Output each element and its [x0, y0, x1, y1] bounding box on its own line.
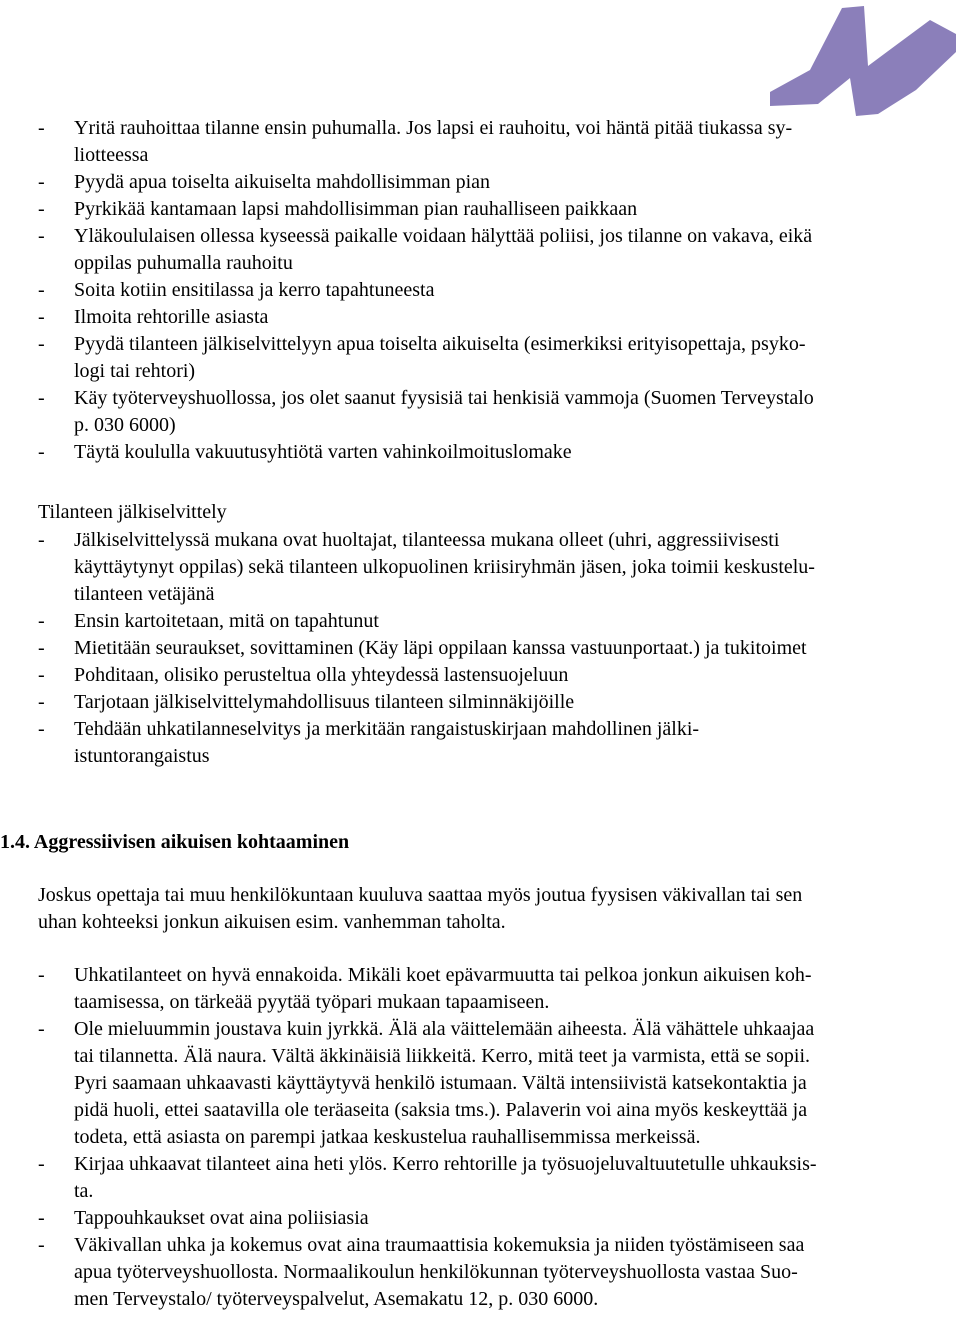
bullet-dash: -	[38, 529, 45, 551]
list-item-text: Pyydä tilanteen jälkiselvittelyyn apua toiselta aikuiselta (esimerkiksi erityisopettaja, psyko-	[74, 333, 806, 355]
bullet-dash: -	[38, 198, 45, 220]
list-item-text: Täytä koululla vakuutusyhtiötä varten vahinkoilmoituslomake	[74, 441, 572, 463]
bullet-dash: -	[38, 306, 45, 328]
list-item-text: Tehdään uhkatilanneselvitys ja merkitään rangaistuskirjaan mahdollinen jälki-	[74, 718, 700, 740]
list-item-text: Yritä rauhoittaa tilanne ensin puhumalla. Jos lapsi ei rauhoitu, voi häntä pitää tiukassa sy-	[74, 117, 793, 139]
list-item-text: Pyrkikää kantamaan lapsi mahdollisimman pian rauhalliseen paikkaan	[74, 198, 638, 220]
list-item-text: Pyydä apua toiselta aikuiselta mahdollisimman pian	[74, 171, 491, 193]
bullet-dash: -	[38, 637, 45, 659]
intro-line: uhan kohteeksi jonkun aikuisen esim. vanhemman taholta.	[38, 911, 506, 933]
bullet-dash: -	[38, 333, 45, 355]
list-item-text: Yläkoululaisen ollessa kyseessä paikalle voidaan hälyttää poliisi, jos tilanne on vakava, eikä	[74, 225, 813, 247]
bullet-dash: -	[38, 664, 45, 686]
list-item-text: Väkivallan uhka ja kokemus ovat aina traumaattisia kokemuksia ja niiden työstämiseen saa	[74, 1234, 805, 1256]
bullet-dash: -	[38, 279, 45, 301]
list-item-text: ta.	[74, 1180, 94, 1202]
list-item-text: taamisessa, on tärkeää pyytää työpari mukaan tapaamiseen.	[74, 991, 550, 1013]
bullet-dash: -	[38, 1234, 45, 1256]
list-item-text: Jälkiselvittelyssä mukana ovat huoltajat, tilanteessa mukana olleet (uhri, aggressiivisesti	[74, 529, 780, 551]
bullet-dash: -	[38, 718, 45, 740]
bullet-dash: -	[38, 387, 45, 409]
list-item-text: apua työterveyshuollosta. Normaalikoulun henkilökunnan työterveyshuollosta vastaa Suo-	[74, 1261, 798, 1283]
logo-swoosh-shape	[770, 6, 956, 116]
list-item-text: Uhkatilanteet on hyvä ennakoida. Mikäli koet epävarmuutta tai pelkoa jonkun aikuisen koh-	[74, 964, 812, 986]
list-item-text: käyttäytynyt oppilas) sekä tilanteen ulkopuolinen kriisiryhmän jäsen, joka toimii keskustelu-	[74, 556, 815, 578]
list-item-text: todeta, että asiasta on parempi jatkaa keskustelua rauhallisemmissa merkeissä.	[74, 1126, 701, 1148]
list-item-text: tilanteen vetäjänä	[74, 583, 215, 605]
list-item-text: Käy työterveyshuollossa, jos olet saanut fyysisiä tai henkisiä vammoja (Suomen Terveystalo	[74, 387, 814, 409]
bullet-dash: -	[38, 964, 45, 986]
section-heading-1-4: 1.4. Aggressiivisen aikuisen kohtaaminen	[0, 831, 350, 853]
list-item-text: Kirjaa uhkaavat tilanteet aina heti ylös. Kerro rehtorille ja työsuojeluvaltuutetulle uhkauksis-	[74, 1153, 817, 1175]
list-item-text: Pyri saamaan uhkaavasti käyttäytyvä henkilö istumaan. Vältä intensiivistä katsekontaktia ja	[74, 1072, 807, 1094]
list-item-text: p. 030 6000)	[74, 414, 176, 436]
list-item-text: oppilas puhumalla rauhoitu	[74, 252, 293, 274]
purple-swoosh-logo	[760, 0, 960, 118]
bullet-dash: -	[38, 1153, 45, 1175]
list-item-text: tai tilannetta. Älä naura. Vältä äkkinäisiä liikkeitä. Kerro, mitä teet ja varmista, että se sopii.	[74, 1045, 811, 1067]
bullet-dash: -	[38, 225, 45, 247]
bullet-dash: -	[38, 117, 45, 139]
list-item-text: Ole mieluummin joustava kuin jyrkkä. Älä ala väittelemään aiheesta. Älä vähättele uhkaajaa	[74, 1018, 815, 1040]
list-item-text: pidä huoli, ettei saatavilla ole teräaseita (saksia tms.). Palaverin voi aina myös keskeyttää ja	[74, 1099, 808, 1121]
list-item-text: Pohditaan, olisiko perusteltua olla yhteydessä lastensuojeluun	[74, 664, 569, 686]
list-item-text: Ilmoita rehtorille asiasta	[74, 306, 269, 328]
list-item-text: liotteessa	[74, 144, 149, 166]
section-title-jalkiselvittely: Tilanteen jälkiselvittely	[38, 501, 227, 523]
list-item-text: Tappouhkaukset ovat aina poliisiasia	[74, 1207, 369, 1229]
intro-line: Joskus opettaja tai muu henkilökuntaan kuuluva saattaa myös joutua fyysisen väkivallan tai sen	[38, 884, 803, 906]
bullet-dash: -	[38, 691, 45, 713]
list-item-text: Mietitään seuraukset, sovittaminen (Käy läpi oppilaan kanssa vastuunportaat.) ja tukitoimet	[74, 637, 807, 659]
list-item-text: istuntorangaistus	[74, 745, 210, 767]
list-item-text: logi tai rehtori)	[74, 360, 196, 382]
bullet-dash: -	[38, 1207, 45, 1229]
list-item-text: men Terveystalo/ työterveyspalvelut, Asemakatu 12, p. 030 6000.	[74, 1288, 599, 1310]
bullet-dash: -	[38, 441, 45, 463]
bullet-dash: -	[38, 171, 45, 193]
list-item-text: Ensin kartoitetaan, mitä on tapahtunut	[74, 610, 379, 632]
bullet-dash: -	[38, 1018, 45, 1040]
bullet-dash: -	[38, 610, 45, 632]
list-item-text: Soita kotiin ensitilassa ja kerro tapahtuneesta	[74, 279, 435, 301]
list-item-text: Tarjotaan jälkiselvittelymahdollisuus tilanteen silminnäkijöille	[74, 691, 575, 713]
